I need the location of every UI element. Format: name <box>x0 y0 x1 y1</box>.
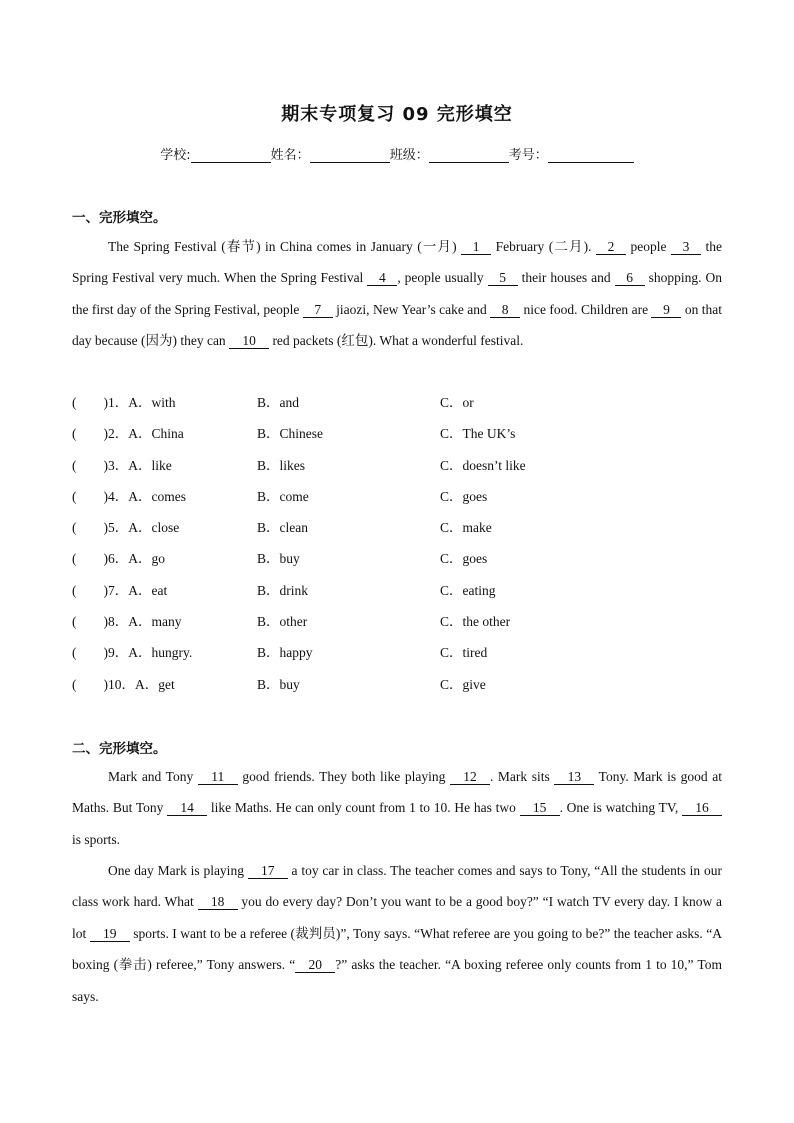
option-row <box>72 612 722 643</box>
blank-12[interactable]: 12 <box>450 769 490 785</box>
option-row <box>72 675 722 706</box>
question-and-option-a[interactable]: ( )5．A．close <box>72 520 180 536</box>
section2-paragraph-1 <box>72 761 722 855</box>
section2-paragraph-2 <box>72 855 722 1012</box>
passage-text: the Spring Festival very much. When the Spring Festival <box>72 239 722 286</box>
name-label: 姓名： <box>270 148 310 163</box>
passage-text: on that day because (因为) they can <box>72 301 723 349</box>
passage-text: like Maths. He can only count from 1 to 10. He has two <box>207 800 520 816</box>
class-field[interactable] <box>429 148 509 163</box>
option-c[interactable]: C．or <box>440 395 474 410</box>
question-and-option-a[interactable]: ( )4．A．comes <box>72 488 186 504</box>
passage-text: good friends. They both like playing <box>237 769 450 784</box>
blank-20[interactable]: 20 <box>295 957 335 973</box>
blank-2[interactable]: 2 <box>596 239 626 255</box>
option-b[interactable]: B．Chinese <box>257 426 323 442</box>
passage-text: One day Mark is playing <box>108 863 248 878</box>
section1-heading: 一、完形填空。 <box>72 210 167 226</box>
blank-9[interactable]: 9 <box>651 302 681 318</box>
option-c[interactable]: C．make <box>440 520 492 536</box>
page-title: 期末专项复习 09 完形填空 <box>281 104 513 125</box>
passage-text: is sports. <box>72 831 121 847</box>
blank-15[interactable]: 15 <box>520 800 560 816</box>
question-and-option-a[interactable]: ( )6．A．go <box>72 551 165 567</box>
blank-3[interactable]: 3 <box>671 239 701 255</box>
blank-14[interactable]: 14 <box>167 800 207 816</box>
passage-text: jiaozi, New Year’s cake and <box>332 301 491 317</box>
blank-6[interactable]: 6 <box>615 270 645 286</box>
passage-text: people <box>626 239 671 254</box>
option-b[interactable]: B．and <box>257 395 299 410</box>
option-c[interactable]: C．goes <box>440 551 488 567</box>
blank-4[interactable]: 4 <box>367 270 397 286</box>
passage-text: Mark and Tony <box>108 769 198 784</box>
passage-text: The Spring Festival (春节) in China comes in January (一月) <box>108 239 462 254</box>
option-c[interactable]: C．eating <box>440 582 496 598</box>
passage-text: red packets (红包). What a wonderful festival. <box>269 333 524 349</box>
passage-text: . One is watching TV, <box>559 800 682 816</box>
passage-text: shopping. On the first day of the Spring Festival, people <box>72 270 722 317</box>
option-c[interactable]: C．give <box>440 676 486 692</box>
option-row <box>72 424 722 455</box>
student-info-line <box>0 144 794 163</box>
option-b[interactable]: B．clean <box>257 520 308 536</box>
option-row <box>72 581 722 612</box>
option-row <box>72 518 722 549</box>
option-row <box>72 393 722 424</box>
blank-8[interactable]: 8 <box>490 302 520 318</box>
option-b[interactable]: B．happy <box>257 645 313 661</box>
blank-7[interactable]: 7 <box>303 302 333 318</box>
passage-text: ?” asks the teacher. “A boxing referee only counts from 1 to 10,” Tom says. <box>72 957 722 1004</box>
option-row <box>72 456 722 487</box>
question-and-option-a[interactable]: ( )9．A．hungry. <box>72 645 193 661</box>
passage-text: nice food. Children are <box>520 301 652 317</box>
option-c[interactable]: C．doesn’t like <box>440 457 526 473</box>
option-row <box>72 643 722 674</box>
option-c[interactable]: C．goes <box>440 488 488 504</box>
option-c[interactable]: C．tired <box>440 645 488 661</box>
passage-text: , people usually <box>397 270 488 286</box>
class-label: 班级： <box>389 148 429 163</box>
name-field[interactable] <box>310 148 390 163</box>
school-field[interactable] <box>191 148 271 163</box>
blank-19[interactable]: 19 <box>90 926 130 942</box>
option-row <box>72 487 722 518</box>
blank-17[interactable]: 17 <box>248 863 288 879</box>
blank-1[interactable]: 1 <box>461 239 491 255</box>
blank-5[interactable]: 5 <box>488 270 518 286</box>
passage-text: Tony. Mark is good at Maths. But Tony <box>72 769 723 816</box>
question-and-option-a[interactable]: ( )1．A．with <box>72 395 176 410</box>
passage-text: a toy car in class. The teacher comes and says to Tony, “All the students in our class work hard. What <box>72 863 722 910</box>
passage-text: . Mark sits <box>489 769 555 784</box>
passage-text: sports. I want to be a referee (裁判员)”, Tony says. “What referee are you going to be?” the teacher asks. “A boxing (拳击) referee,” Tony answers. “ <box>72 925 722 973</box>
option-b[interactable]: B．drink <box>257 582 309 598</box>
section1-options <box>72 393 722 706</box>
option-b[interactable]: B．come <box>257 488 309 504</box>
blank-16[interactable]: 16 <box>682 800 722 816</box>
question-and-option-a[interactable]: ( )8．A．many <box>72 614 182 630</box>
blank-11[interactable]: 11 <box>198 769 238 785</box>
question-and-option-a[interactable]: ( )2．A．China <box>72 426 184 442</box>
question-and-option-a[interactable]: ( )3．A．like <box>72 457 172 473</box>
question-and-option-a[interactable]: ( )7．A．eat <box>72 582 168 598</box>
blank-18[interactable]: 18 <box>198 894 238 910</box>
section2-heading: 二、完形填空。 <box>72 741 167 757</box>
passage-text: February (二月). <box>491 239 597 254</box>
exam-no-label: 考号： <box>508 148 548 163</box>
question-and-option-a[interactable]: ( )10．A．get <box>72 676 175 692</box>
option-b[interactable]: B．other <box>257 614 308 630</box>
option-c[interactable]: C．the other <box>440 614 511 630</box>
passage-text: their houses and <box>517 270 615 286</box>
blank-13[interactable]: 13 <box>554 769 594 785</box>
option-row <box>72 549 722 580</box>
option-c[interactable]: C．The UK’s <box>440 426 516 442</box>
section1-passage <box>72 231 722 357</box>
school-label: 学校: <box>160 148 191 163</box>
blank-10[interactable]: 10 <box>229 333 269 349</box>
option-b[interactable]: B．likes <box>257 457 306 473</box>
exam-no-field[interactable] <box>548 148 634 163</box>
option-b[interactable]: B．buy <box>257 551 300 567</box>
option-b[interactable]: B．buy <box>257 676 300 692</box>
passage-text: you do every day? Don’t you want to be a good boy?” “I watch TV every day. I know a lot <box>72 894 722 941</box>
